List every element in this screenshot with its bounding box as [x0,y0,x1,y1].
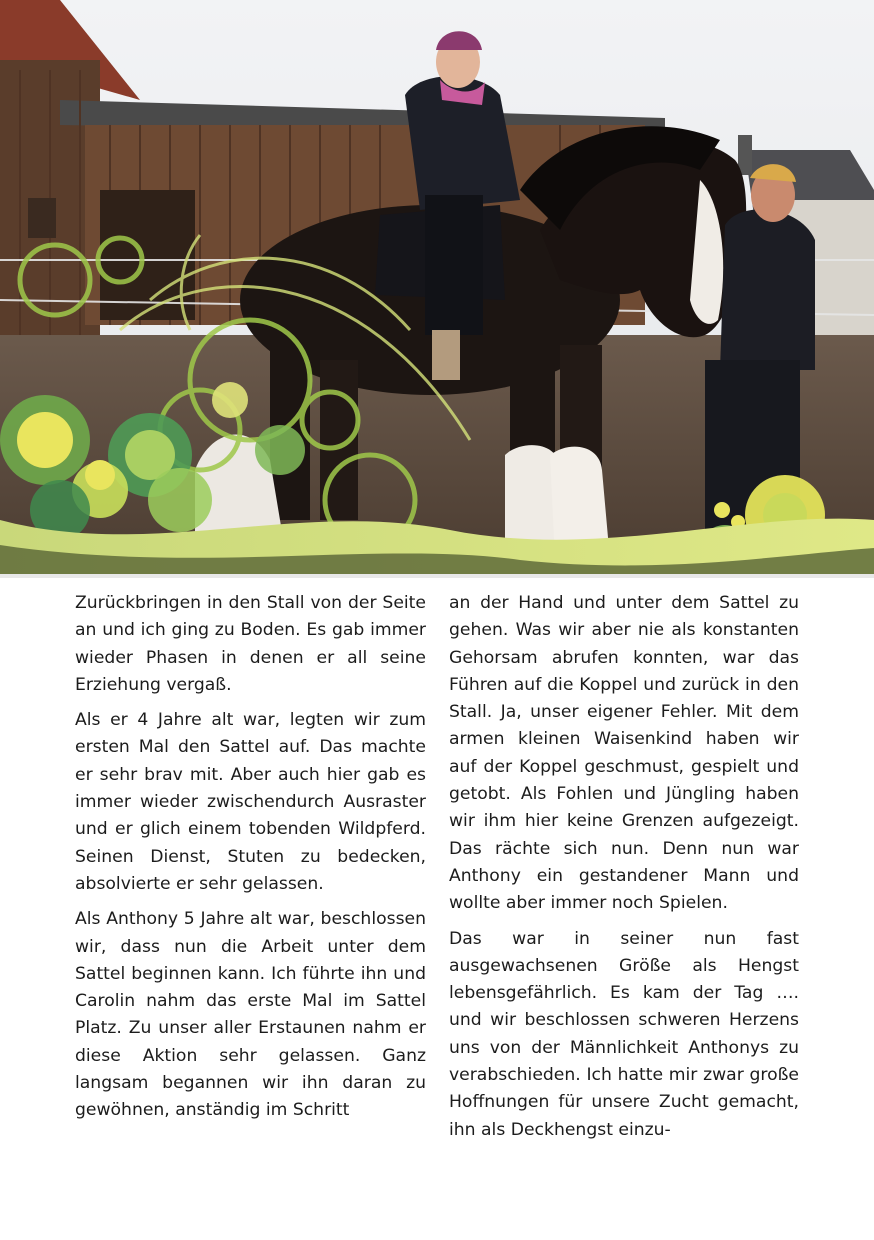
paragraph: Das war in seiner nun fast ausgewachsenen Größe als Hengst lebensgefährlich. Es kam der Tag …. und wir beschlossen schweren Herzens uns von der Männlichkeit Anthonys zu verabschieden. Ich hatte mir zwar große Hoffnungen für unsere Zucht gemacht, ihn als Deckhengst einzu- [449,928,799,1140]
article-left-column [75,590,426,1133]
header-photo [0,0,874,578]
horse-photo-icon [0,0,874,578]
paragraph: Zurückbringen in den Stall von der Seite an und ich ging zu Boden. Es gab immer wieder Phasen in denen er all seine Erziehung vergaß. [75,593,426,695]
article-right-column [449,590,799,1152]
paragraph: an der Hand und unter dem Sattel zu gehen. Was wir aber nie als konstanten Gehorsam abrufen konnten, war das Führen auf die Koppel und zurück in den Stall. Ja, unser eigener Fehler. Mit dem armen kleinen Waisenkind haben wir auf der Koppel geschmust, gespielt und getobt. Als Fohlen und Jüngling haben wir ihm hier keine Grenzen aufgezeigt. Das rächte sich nun. Denn nun war Anthony ein gestandener Mann und wollte aber immer noch Spielen. [449,593,799,914]
paragraph: Als er 4 Jahre alt war, legten wir zum ersten Mal den Sattel auf. Das machte er sehr brav mit. Aber auch hier gab es immer wieder zwischendurch Ausraster und er glich einem tobenden Wildpferd. Seinen Dienst, Stuten zu bedecken, absolvierte er sehr gelassen. [75,710,426,894]
paragraph: Als Anthony 5 Jahre alt war, beschlossen wir, dass nun die Arbeit unter dem Sattel beginnen kann. Ich führte ihn und Carolin nahm das erste Mal im Sattel Platz. Zu unser aller Erstaunen nahm er diese Aktion sehr gelassen. Ganz langsam begannen wir ihn daran zu gewöhnen, anständig im Schritt [75,909,426,1121]
